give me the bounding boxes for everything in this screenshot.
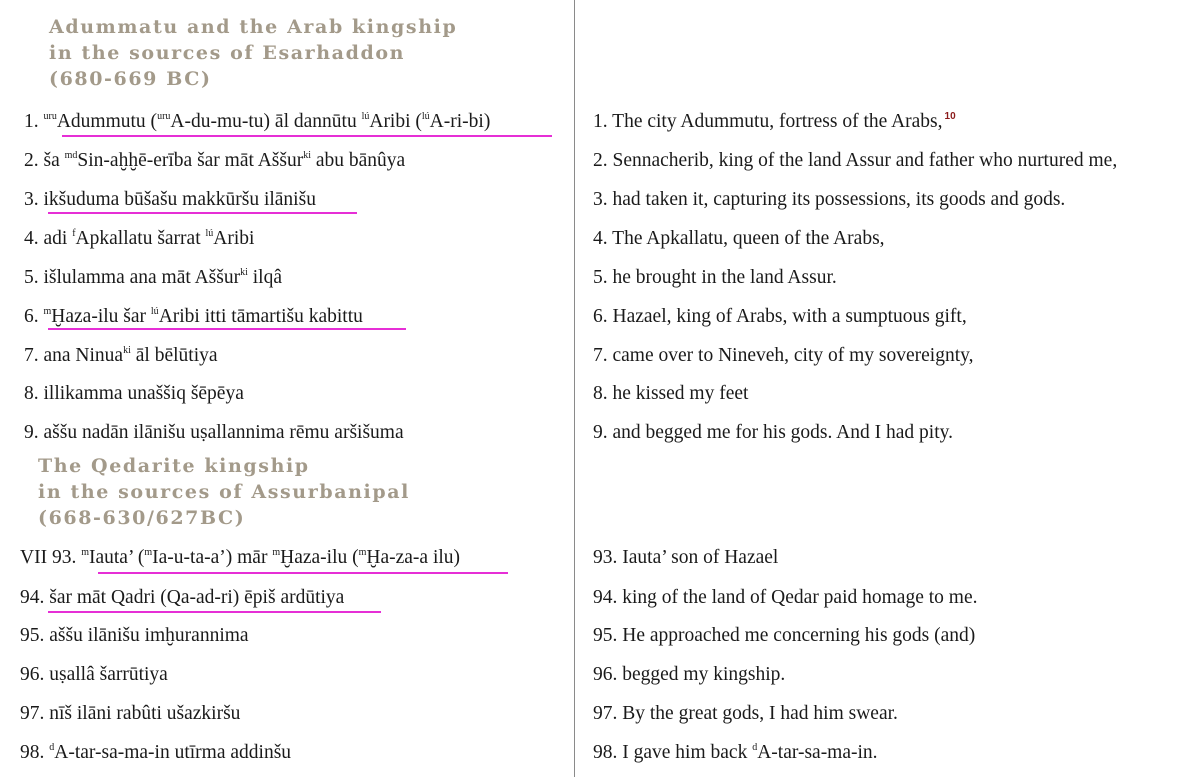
translation-line <box>593 110 956 134</box>
akkadian-text: ana Ninua <box>43 345 124 366</box>
line-number: 9. <box>24 422 44 443</box>
line-number: 7. <box>24 345 44 366</box>
akkadian-text: Apkallatu šarrat <box>75 228 206 249</box>
translation-line <box>593 663 785 687</box>
translation-line <box>593 741 878 765</box>
footnote-marker: 10 <box>944 111 956 122</box>
section1-heading-line-1: Adummatu and the Arab kingship <box>49 16 458 38</box>
determinative-superscript: m <box>43 306 52 317</box>
translation-text: The city Adummutu, fortress of the Arabs, <box>612 111 943 132</box>
line-number: 93. <box>593 547 623 568</box>
akkadian-text: aššu ilānišu imḫurannima <box>49 625 249 646</box>
akkadian-line <box>24 382 244 406</box>
determinative-superscript: uru <box>43 111 57 122</box>
column-divider <box>574 0 575 777</box>
determinative-superscript: lú <box>421 111 430 122</box>
akkadian-line <box>24 227 254 251</box>
translation-text: and begged me for his gods. And I had pity. <box>612 422 953 443</box>
translation-text: Iauta’ son of Hazael <box>622 547 779 568</box>
determinative-superscript: m <box>144 547 153 558</box>
section1-heading-line-3: (680-669 BC) <box>49 68 212 90</box>
determinative-superscript: lú <box>361 111 370 122</box>
akkadian-line <box>24 188 316 212</box>
highlight-underline <box>62 135 552 137</box>
akkadian-text: adi <box>43 228 73 249</box>
translation-line <box>593 624 975 648</box>
determinative-superscript: md <box>64 150 78 161</box>
determinative-superscript: m <box>358 547 367 558</box>
translation-text: king of the land of Qedar paid homage to me. <box>622 587 978 608</box>
line-number: 2. <box>593 150 613 171</box>
line-number: 3. <box>24 189 44 210</box>
akkadian-text: Aribi itti tāmartišu kabittu <box>158 306 363 327</box>
akkadian-text: ilqâ <box>247 267 282 288</box>
line-number: 4. <box>24 228 44 249</box>
line-number: 1. <box>593 111 613 132</box>
determinative-superscript: uru <box>157 111 171 122</box>
line-number: 95. <box>20 625 50 646</box>
determinative-superscript: ki <box>303 150 311 161</box>
akkadian-text: Ia-u-ta-a’) mār <box>152 547 273 568</box>
translation-text: had taken it, capturing its possessions, its goods and gods. <box>612 189 1066 210</box>
translation-text: Hazael, king of Arabs, with a sumptuous gift, <box>612 306 967 327</box>
translation-line <box>593 227 885 251</box>
determinative-superscript: lú <box>205 228 214 239</box>
akkadian-text: Iauta’ ( <box>88 547 145 568</box>
line-number: 5. <box>24 267 44 288</box>
line-number: 9. <box>593 422 613 443</box>
line-number: 8. <box>24 383 44 404</box>
line-number: 7. <box>593 345 613 366</box>
highlight-underline <box>48 212 357 214</box>
highlight-underline <box>48 611 381 613</box>
line-number: 97. <box>593 703 623 724</box>
translation-text: begged my kingship. <box>622 664 786 685</box>
section1-heading <box>49 14 457 92</box>
akkadian-line <box>20 586 344 610</box>
translation-line <box>593 546 778 570</box>
akkadian-line <box>24 110 490 134</box>
akkadian-text: aššu nadān ilānišu uṣallannima rēmu aršišuma <box>43 422 404 443</box>
line-number: 1. <box>24 111 44 132</box>
akkadian-text: šar māt Qadri (Qa-ad-ri) ēpiš ardūtiya <box>49 587 345 608</box>
akkadian-text: Aribi ( <box>369 111 422 132</box>
line-number: 8. <box>593 383 613 404</box>
determinative-superscript: lú <box>150 306 159 317</box>
line-number: VII 93. <box>20 547 82 568</box>
akkadian-text: abu bānûya <box>311 150 406 171</box>
determinative-superscript: ki <box>240 267 248 278</box>
highlight-underline <box>48 328 406 330</box>
section2-heading-line-2: in the sources of Assurbanipal <box>38 481 410 503</box>
akkadian-text: Ḫaza-ilu ( <box>280 547 359 568</box>
translation-line <box>593 149 1117 173</box>
translation-line <box>593 266 837 290</box>
determinative-superscript: d <box>752 742 758 753</box>
translation-text: By the great gods, I had him swear. <box>622 703 898 724</box>
line-number: 94. <box>593 587 623 608</box>
line-number: 94. <box>20 587 50 608</box>
akkadian-text: A-ri-bi) <box>429 111 491 132</box>
translation-line <box>593 702 898 726</box>
akkadian-line <box>20 741 291 765</box>
akkadian-line <box>24 266 282 290</box>
akkadian-text: ikšuduma būšašu makkūršu ilānišu <box>43 189 316 210</box>
akkadian-text: nīš ilāni rabûti ušazkiršu <box>49 703 241 724</box>
line-number: 96. <box>593 664 623 685</box>
akkadian-line <box>24 149 405 173</box>
determinative-superscript: m <box>272 547 281 558</box>
translation-line <box>593 382 748 406</box>
line-number: 4. <box>593 228 613 249</box>
line-number: 95. <box>593 625 623 646</box>
translation-line <box>593 586 977 610</box>
akkadian-line <box>24 344 218 368</box>
akkadian-text: A-tar-sa-ma-in utīrma addinšu <box>54 742 292 763</box>
line-number: 2. <box>24 150 44 171</box>
line-number: 98. <box>593 742 623 763</box>
determinative-superscript: ki <box>123 345 131 356</box>
line-number: 98. <box>20 742 50 763</box>
line-number: 6. <box>24 306 44 327</box>
line-number: 97. <box>20 703 50 724</box>
akkadian-line <box>20 624 249 648</box>
akkadian-text: Adummutu ( <box>56 111 158 132</box>
akkadian-text: ša <box>43 150 65 171</box>
line-number: 6. <box>593 306 613 327</box>
akkadian-line <box>24 421 404 445</box>
determinative-superscript: f <box>72 228 76 239</box>
akkadian-line <box>24 305 363 329</box>
akkadian-text: Sin-aḫḫē-erība šar māt Aššur <box>77 150 304 171</box>
translation-text: he kissed my feet <box>612 383 749 404</box>
line-number: 3. <box>593 189 613 210</box>
determinative-superscript: d <box>49 742 55 753</box>
akkadian-line <box>20 663 168 687</box>
translation-text: I gave him back <box>622 742 753 763</box>
akkadian-line <box>20 702 240 726</box>
akkadian-text: illikamma unaššiq šēpēya <box>43 383 244 404</box>
section2-heading <box>38 453 410 531</box>
akkadian-text: A-du-mu-tu) āl dannūtu <box>170 111 362 132</box>
translation-line <box>593 305 967 329</box>
section2-heading-line-1: The Qedarite kingship <box>38 455 310 477</box>
akkadian-text: išlulamma ana māt Aššur <box>43 267 241 288</box>
translation-line <box>593 421 953 445</box>
akkadian-text: uṣallâ šarrūtiya <box>49 664 168 685</box>
translation-text: Sennacherib, king of the land Assur and father who nurtured me, <box>612 150 1118 171</box>
line-number: 5. <box>593 267 613 288</box>
translation-text: A-tar-sa-ma-in. <box>757 742 878 763</box>
determinative-superscript: m <box>81 547 89 558</box>
translation-text: The Apkallatu, queen of the Arabs, <box>612 228 885 249</box>
akkadian-text: Ḫaza-ilu šar <box>51 306 151 327</box>
translation-line <box>593 188 1065 212</box>
translation-text: came over to Nineveh, city of my sovereignty, <box>612 345 974 366</box>
section1-heading-line-2: in the sources of Esarhaddon <box>49 42 406 64</box>
akkadian-text: Aribi <box>213 228 255 249</box>
translation-text: he brought in the land Assur. <box>612 267 837 288</box>
akkadian-text: Ḫa-za-a ilu) <box>366 547 461 568</box>
translation-text: He approached me concerning his gods (and) <box>622 625 976 646</box>
akkadian-line <box>20 546 460 570</box>
section2-heading-line-3: (668-630/627BC) <box>38 507 246 529</box>
akkadian-text: āl bēlūtiya <box>130 345 218 366</box>
line-number: 96. <box>20 664 50 685</box>
translation-line <box>593 344 974 368</box>
highlight-underline <box>98 572 508 574</box>
